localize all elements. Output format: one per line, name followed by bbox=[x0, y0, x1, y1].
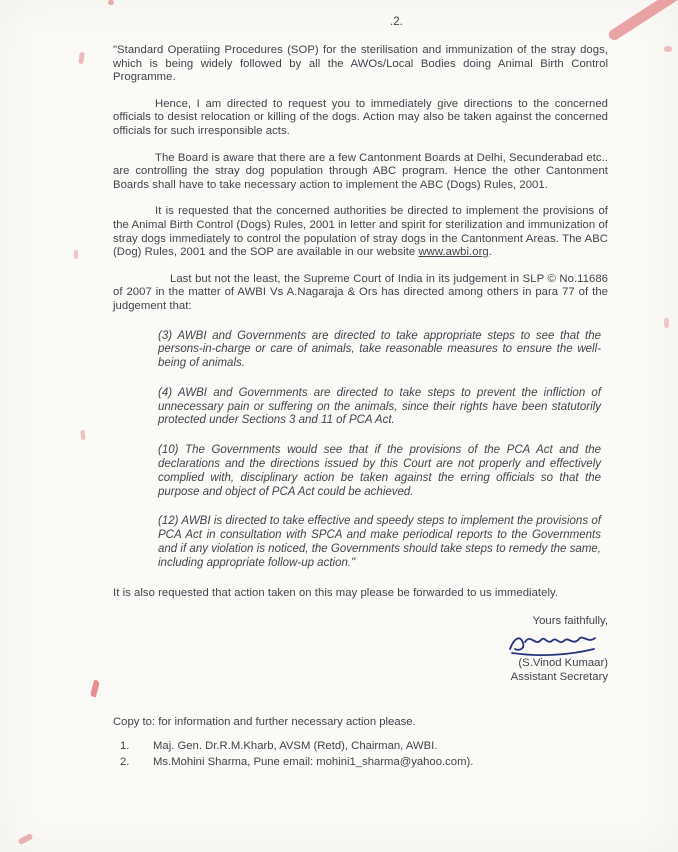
recipient-number: 1. bbox=[120, 740, 130, 753]
valediction: Yours faithfully, bbox=[532, 615, 608, 628]
copy-to-line: Copy to: for information and further necessary action please. bbox=[113, 716, 416, 729]
website-link: www.awbi.org bbox=[418, 246, 489, 259]
quote-para-12: (12) AWBI is directed to take effective and speedy steps to implement the provisions of PCA Act in consultation with SPCA and make periodical reports to the Governments and if any violation is noticed, the Governments should take steps to remedy the same, including appropriate follow-up action." bbox=[158, 515, 601, 569]
signature-image bbox=[502, 630, 602, 656]
recipient-number: 2. bbox=[120, 755, 130, 768]
closing-line: It is also requested that action taken on this may please be forwarded to us immediately. bbox=[113, 586, 559, 599]
scan-artifact-top-right bbox=[607, 0, 678, 42]
quote-para-4: (4) AWBI and Governments are directed to take steps to prevent the infliction of unnecessary pain or suffering on the animals, since their rights have been statutorily protected under Sections 3 and 11 of PCA Act. bbox=[158, 386, 601, 427]
recipient-row bbox=[113, 739, 608, 755]
recipient-text: Ms.Mohini Sharma, Pune email: mohini1_sharma@yahoo.com). bbox=[153, 755, 474, 768]
paragraph-sop: "Standard Operatiing Procedures (SOP) for the sterilisation and immunization of the stray dogs, which is being widely followed by all the AWOs/Local Bodies doing Animal Birth Control Programme. bbox=[113, 44, 608, 84]
scan-artifact-top-right-dot bbox=[664, 46, 672, 52]
paragraph-board: The Board is aware that there are a few Cantonment Boards at Delhi, Secunderabad etc.. are controlling the stray dog population through ABC program. Hence the other Cantonment Boards shall have to take necessary action to implement the ABC (Dogs) Rules, 2001. bbox=[113, 151, 608, 191]
scan-artifact-left-3 bbox=[80, 430, 85, 440]
signatory-name: (S.Vinod Kumaar) bbox=[518, 657, 608, 670]
paragraph-request bbox=[113, 205, 608, 259]
paragraph-hence: Hence, I am directed to request you to immediately give directions to the concerned officials to desist relocation or killing of the dogs. Action may also be taken against the concerned officials for such irresponsible acts. bbox=[113, 97, 608, 137]
scan-artifact-left-1 bbox=[78, 52, 85, 65]
scan-artifact-bottom-left bbox=[17, 833, 33, 845]
signature-block bbox=[113, 614, 608, 684]
quote-para-10: (10) The Governments would see that if the provisions of the PCA Act and the declarations and the directions issued by this Court are not properly and effectively complied with, disciplinary action be taken against the erring officials so that the purpose and object of PCA Act could be achieved. bbox=[158, 444, 601, 498]
signatory-title: Assistant Secretary bbox=[510, 671, 608, 684]
quote-para-3: (3) AWBI and Governments are directed to take appropriate steps to see that the persons-in-charge or care of animals, take reasonable measures to ensure the well-being of animals. bbox=[158, 329, 601, 370]
scan-artifact-top-left bbox=[108, 0, 114, 5]
recipient-list bbox=[113, 739, 608, 770]
page-number: .2. bbox=[390, 16, 403, 28]
recipient-row bbox=[113, 755, 608, 771]
pen-mark bbox=[90, 680, 100, 698]
scan-artifact-right-1 bbox=[664, 318, 669, 328]
paragraph-supreme-court: Last but not the least, the Supreme Court of India in its judgement in SLP © No.11686 of 2007 in the matter of AWBI Vs A.Nagaraja & Ors has directed among others in para 77 of the judgement that: bbox=[113, 272, 608, 312]
scan-artifact-left-2 bbox=[74, 250, 78, 259]
paragraph-request-period: . bbox=[488, 246, 492, 259]
paragraph-request-text: It is requested that the concerned authorities be directed to implement the provisions of the Animal Birth Control (Dogs) Rules, 2001 in letter and spirit for sterilization and immunization of stray dogs immediately to control the population of stray dogs in the Cantonment Areas. The ABC (Dog) Rules, 2001 and the SOP are available in our website bbox=[113, 205, 608, 259]
letter-body bbox=[113, 44, 608, 770]
recipient-text: Maj. Gen. Dr.R.M.Kharb, AVSM (Retd), Chairman, AWBI. bbox=[153, 740, 438, 753]
